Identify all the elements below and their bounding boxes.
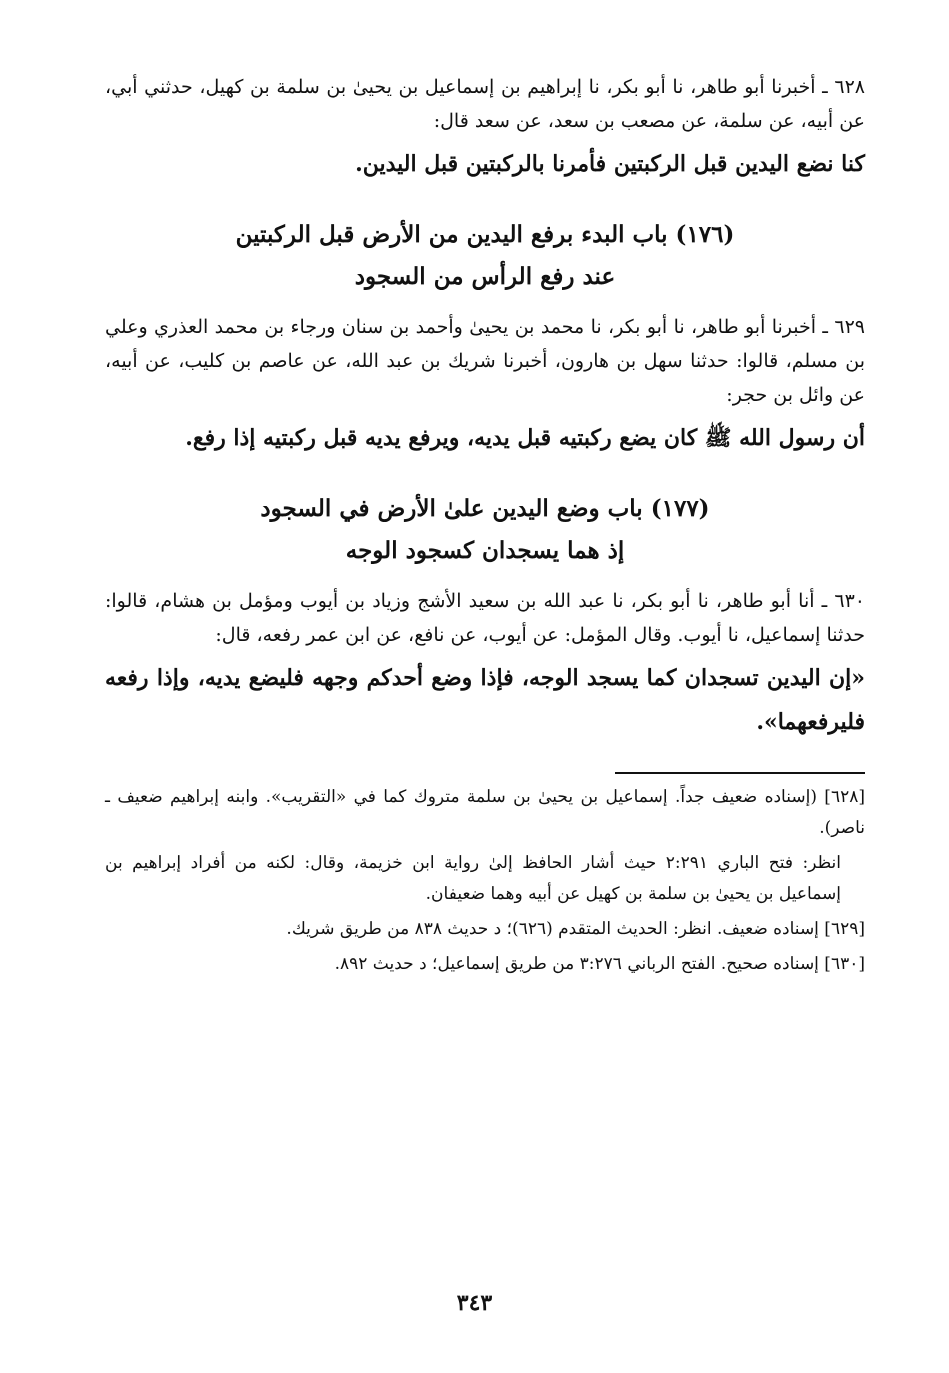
page-body [105,70,865,984]
page-number: ٣٤٣ [456,1290,493,1316]
hadith-630-isnad: ٦٣٠ ـ أنا أبو طاهر، نا أبو بكر، نا عبد الله بن سعيد الأشج وزياد بن أيوب ومؤمل بن هشام، قالوا: حدثنا إسماعيل، نا أيوب. وقال المؤمل: عن أيوب، عن نافع، عن ابن عمر رفعه، قال: [105,590,865,646]
hadith-629-matn: أن رسول الله ﷺ كان يضع ركبتيه قبل يديه، ويرفع يديه قبل ركبتيه إذا رفع. [185,425,865,451]
chapter-177-heading [105,488,865,572]
hadith-628-matn: كنا نضع اليدين قبل الركبتين فأمرنا بالركبتين قبل اليدين. [355,151,865,177]
hadith-629-isnad: ٦٢٩ ـ أخبرنا أبو طاهر، نا أبو بكر، نا محمد بن يحيىٰ وأحمد بن سنان ورجاء بن محمد العذري وعلي بن مسلم، قالوا: حدثنا سهل بن هارون، أخبرنا شريك بن عبد الله، عن عاصم بن كليب، عن أبيه، عن وائل بن حجر: [105,316,865,406]
chapter-177-title: (١٧٧) باب وضع اليدين علىٰ الأرض في السجود [260,495,710,522]
hadith-630-matn: «إن اليدين تسجدان كما يسجد الوجه، فإذا وضع أحدكم وجهه فليضع يديه، وإذا رفعه فليرفعهما». [105,665,865,735]
hadith-628-isnad: ٦٢٨ ـ أخبرنا أبو طاهر، نا أبو بكر، نا إبراهيم بن إسماعيل بن يحيىٰ بن سلمة بن كهيل، حدثني أبي، عن أبيه، عن سلمة، عن مصعب بن سعد، عن سعد قال: [105,76,865,132]
chapter-176-title: (١٧٦) باب البدء برفع اليدين من الأرض قبل الركبتين [235,221,735,248]
footnote-divider [615,772,865,774]
chapter-176-subtitle: عند رفع الرأس من السجود [354,263,616,290]
footnote-628-b: انظر: فتح الباري ٢:٢٩١ حيث أشار الحافظ إلىٰ رواية ابن خزيمة، وقال: لكنه من أفراد إبراهيم بن إسماعيل بن يحيىٰ بن سلمة بن كهيل عن أبيه وهما ضعيفان. [105,853,841,904]
chapter-177-subtitle: إذ هما يسجدان كسجود الوجه [345,537,625,564]
chapter-176-heading [105,214,865,298]
footnote-628-a: [٦٢٨] (إسناده ضعيف جداً. إسماعيل بن يحيىٰ بن سلمة متروك كما في «التقريب». وابنه إبراهيم ضعيف ـ ناصر). [105,787,865,838]
footnote-629: [٦٢٩] إسناده ضعيف. انظر: الحديث المتقدم (٦٢٦)؛ د حديث ٨٣٨ من طريق شريك. [286,919,865,939]
footnote-630: [٦٣٠] إسناده صحيح. الفتح الرباني ٣:٢٧٦ من طريق إسماعيل؛ د حديث ٨٩٢. [334,954,865,974]
